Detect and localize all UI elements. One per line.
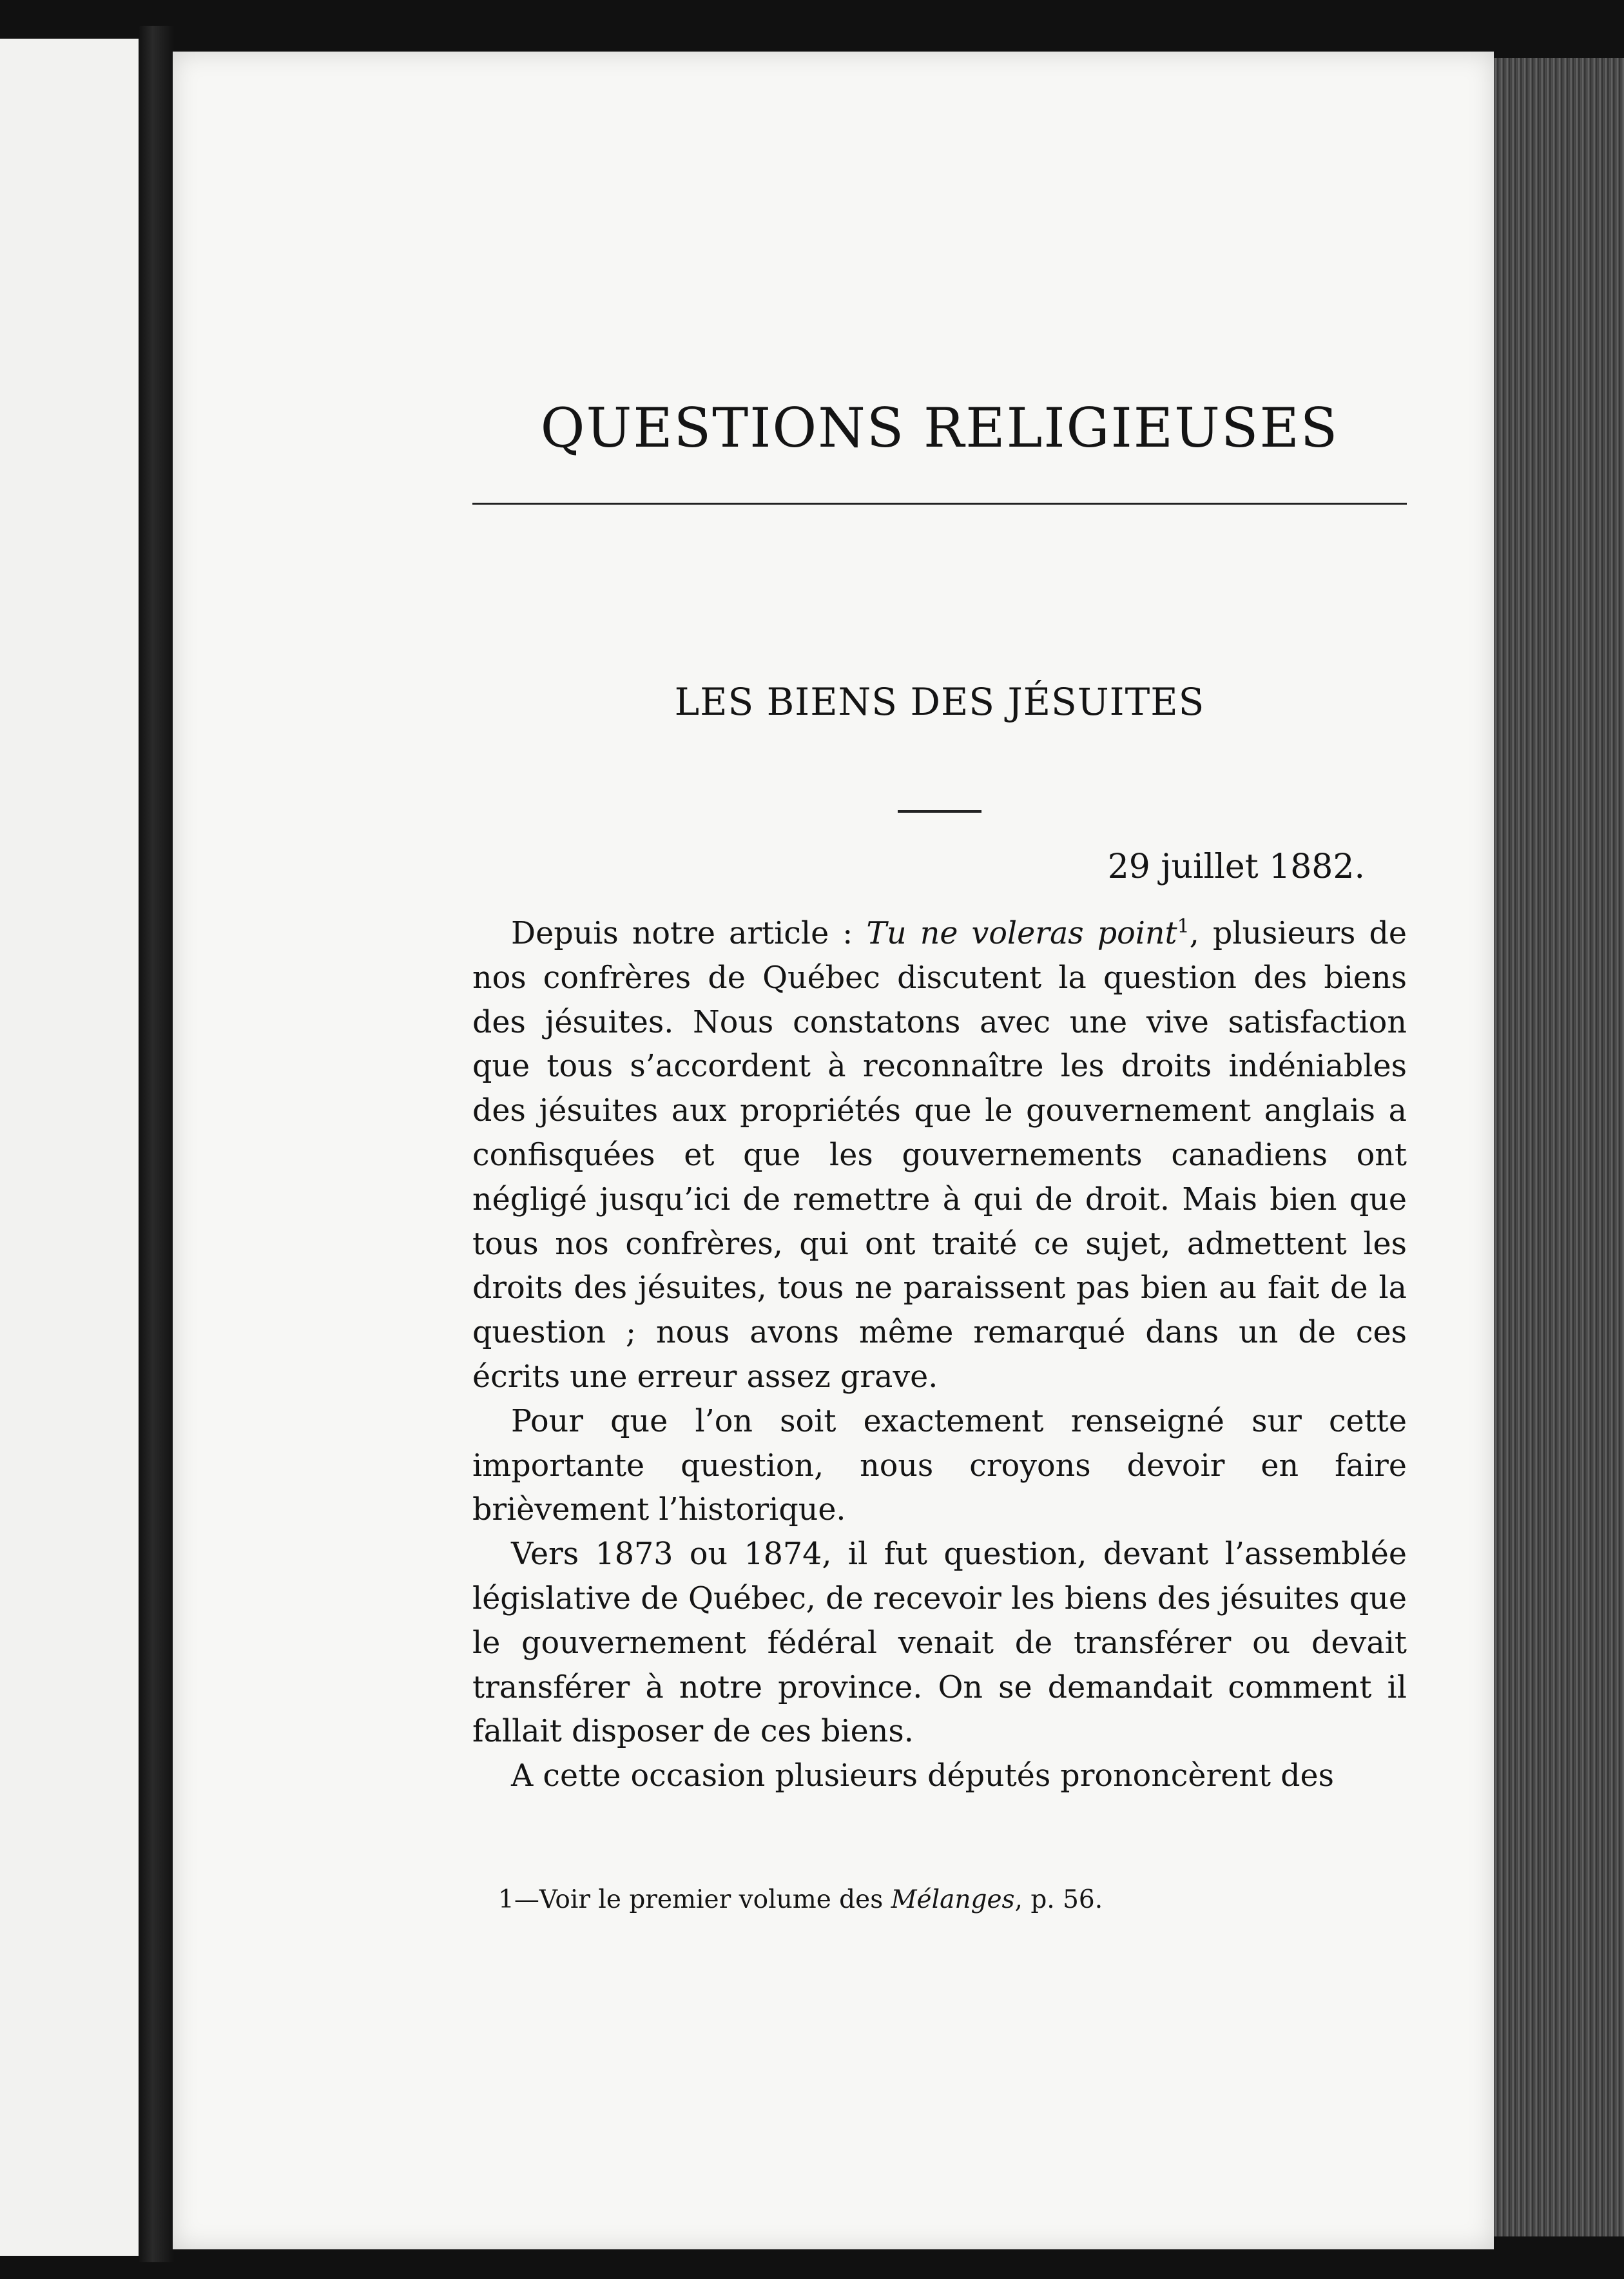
footnote-reference: 1: [1177, 915, 1190, 938]
book-spine: [139, 26, 174, 2262]
facing-page-edge: [0, 39, 140, 2256]
paragraph-1-lead: Depuis notre article :: [511, 916, 867, 951]
article-body: [472, 912, 1407, 1799]
paragraph-2: Pour que l’on soit exactement renseigné sur cette importante question, nous croyons devoir en faire brièvement l’historique.: [472, 1403, 1407, 1528]
running-title: QUESTIONS RELIGIEUSES: [540, 396, 1339, 460]
paragraph-3: Vers 1873 ou 1874, il fut question, devant l’assemblée législative de Québec, de recevoir les biens des jésuites que le gouvernement fédéral venait de transférer ou devait transférer à notre province. On se demandait comment il fallait disposer de ces biens.: [472, 1537, 1407, 1750]
footnote-tail: , p. 56.: [1014, 1885, 1103, 1914]
book-page: [173, 52, 1494, 2249]
paragraph-1: [472, 912, 1407, 1400]
paragraph-1-rest: , plusieurs de nos confrères de Québec discutent la question des biens des jésuites. Nous constatons avec une vive satisfaction que tous s’accordent à reconnaître les droits indéniables des jésuites aux propriétés que le gouvernement anglais a confisquées et que les gouvernements canadiens ont négligé jusqu’ici de remettre à qui de droit. Mais bien que tous nos confrères, qui ont traité ce sujet, admettent les droits des jésuites, tous ne paraissent pas bien au fait de la question ; nous avons même remarqué dans un de ces écrits une erreur assez grave.: [472, 916, 1407, 1395]
footnote: [498, 1885, 1407, 1914]
footnote-book-title: Mélanges: [891, 1885, 1015, 1914]
page-block-edge: [1494, 58, 1624, 2236]
article-date: 29 juillet 1882.: [1107, 848, 1365, 886]
article-title: LES BIENS DES JÉSUITES: [674, 680, 1205, 724]
cited-article-title: Tu ne voleras point: [866, 916, 1177, 951]
title-dash: [898, 810, 981, 813]
footnote-lead: 1—Voir le premier volume des: [498, 1885, 891, 1914]
title-rule: [472, 503, 1407, 505]
paragraph-4: A cette occasion plusieurs députés prononcèrent des: [511, 1758, 1335, 1794]
